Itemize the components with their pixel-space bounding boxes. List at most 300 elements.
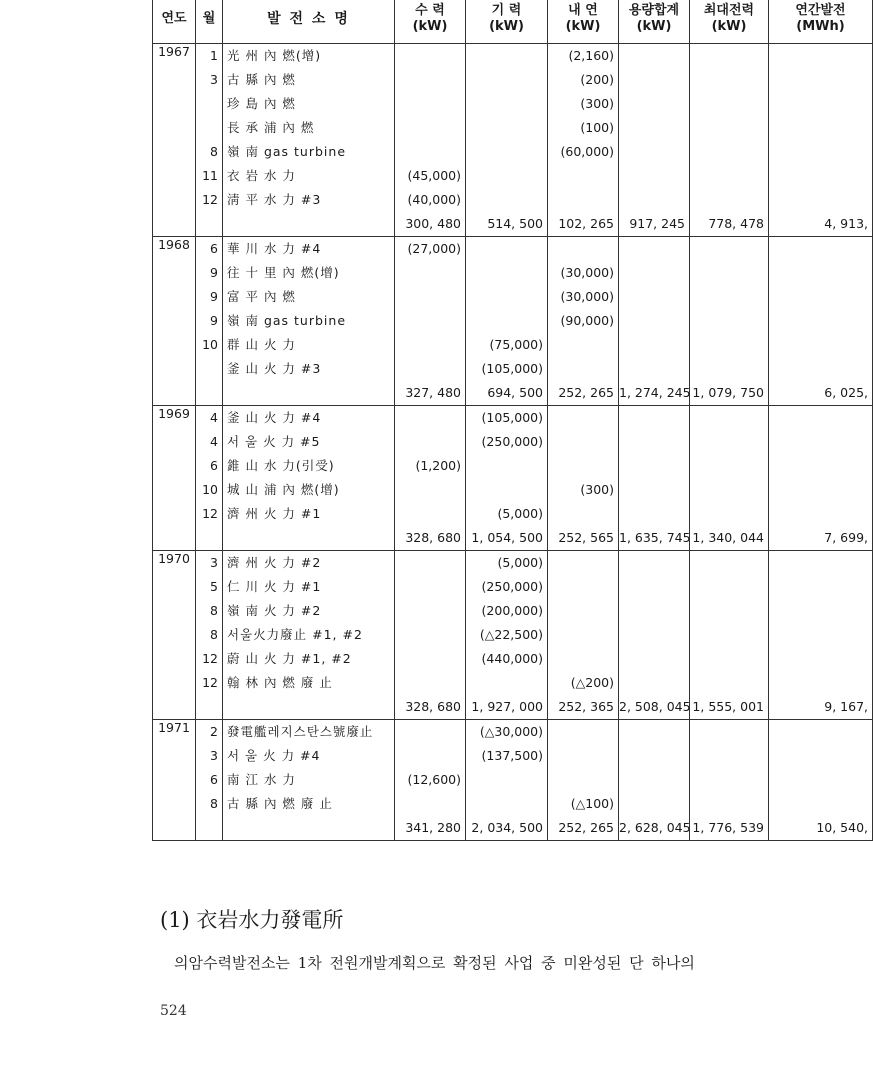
- peak-spacer: [690, 333, 768, 357]
- month-value: 3: [210, 72, 218, 87]
- annual-spacer: [769, 623, 872, 647]
- header-thermal: [466, 0, 548, 44]
- plant-name: 서 울 火 力 #5: [227, 434, 321, 449]
- year-cell: 1971: [153, 720, 196, 841]
- peak-spacer: [690, 44, 768, 68]
- thermal-value: [466, 309, 547, 333]
- peak-spacer: [690, 357, 768, 381]
- capacity-spacer: [619, 261, 689, 285]
- capacity-spacer: [619, 116, 689, 140]
- table-group-row: [153, 720, 873, 841]
- peak-spacer: [690, 116, 768, 140]
- capacity-spacer: [619, 768, 689, 792]
- internal-total: 252, 265: [558, 820, 614, 835]
- capacity-spacer: [619, 575, 689, 599]
- internal-value: [548, 357, 618, 381]
- capacity-spacer: [619, 623, 689, 647]
- hydro-value: (1,200): [415, 458, 461, 473]
- annual-spacer: [769, 68, 872, 92]
- plant-name: 蔚 山 火 力 #1, #2: [227, 651, 352, 666]
- hydro-cell: [395, 44, 466, 237]
- annual-spacer: [769, 44, 872, 68]
- peak-spacer: [690, 309, 768, 333]
- annual-cell: [769, 551, 873, 720]
- capacity-spacer: [619, 309, 689, 333]
- peak-spacer: [690, 140, 768, 164]
- month-value: 12: [202, 651, 218, 666]
- plant-name: 南 江 水 力: [227, 772, 296, 787]
- header-thermal-unit: (kW): [489, 19, 524, 34]
- month-value: 11: [202, 168, 218, 183]
- capacity-spacer: [619, 551, 689, 575]
- plant-name: 濟 州 火 力 #1: [227, 506, 322, 521]
- plant-cell: [223, 406, 395, 551]
- header-annual-unit: (MWh): [796, 19, 845, 34]
- peak-cell: [690, 44, 769, 237]
- header-year: 연도: [153, 0, 196, 44]
- month-cell: [196, 237, 223, 406]
- capacity-spacer: [619, 237, 689, 261]
- peak-spacer: [690, 647, 768, 671]
- year-cell: 1969: [153, 406, 196, 551]
- plant-name: 珍 島 內 燃: [227, 96, 296, 111]
- thermal-cell: [466, 720, 548, 841]
- capacity-spacer: [619, 188, 689, 212]
- peak-spacer: [690, 671, 768, 695]
- plant-cell: [223, 720, 395, 841]
- thermal-value: [466, 92, 547, 116]
- capacity-total: 2, 628, 045: [619, 820, 691, 835]
- hydro-value: [395, 68, 465, 92]
- capacity-spacer: [619, 164, 689, 188]
- header-internal: [548, 0, 619, 44]
- hydro-value: [395, 333, 465, 357]
- internal-value: [548, 406, 618, 430]
- header-peak: [690, 0, 769, 44]
- hydro-total: 300, 480: [405, 216, 461, 231]
- internal-value: (300): [580, 482, 614, 497]
- hydro-value: [395, 720, 465, 744]
- hydro-cell: [395, 406, 466, 551]
- hydro-value: (12,600): [407, 772, 461, 787]
- annual-spacer: [769, 188, 872, 212]
- month-spacer: [196, 212, 222, 236]
- plant-name: 嶺 南 gas turbine: [227, 313, 347, 328]
- annual-spacer: [769, 671, 872, 695]
- annual-spacer: [769, 720, 872, 744]
- page-number: 524: [160, 1003, 187, 1019]
- thermal-value: [466, 792, 547, 816]
- annual-cell: [769, 406, 873, 551]
- internal-value: (30,000): [560, 289, 614, 304]
- thermal-value: [466, 44, 547, 68]
- peak-spacer: [690, 502, 768, 526]
- month-value: 8: [210, 627, 218, 642]
- month-value: 4: [210, 410, 218, 425]
- header-hydro-label: 수 력: [415, 3, 445, 18]
- plant-name: 淸 平 水 力 #3: [227, 192, 322, 207]
- hydro-total: 328, 680: [405, 699, 461, 714]
- capacity-spacer: [619, 140, 689, 164]
- month-spacer: [196, 816, 222, 840]
- plant-name: 往 十 里 內 燃(增): [227, 265, 340, 280]
- plant-name: 서울火力廢止 #1, #2: [227, 627, 363, 642]
- capacity-spacer: [619, 792, 689, 816]
- header-plant: 발 전 소 명: [223, 0, 395, 44]
- month-cell: [196, 406, 223, 551]
- peak-spacer: [690, 744, 768, 768]
- capacity-cell: [619, 237, 690, 406]
- peak-spacer: [690, 551, 768, 575]
- peak-cell: [690, 406, 769, 551]
- plant-name: 釜 山 火 力 #3: [227, 361, 322, 376]
- internal-value: [548, 502, 618, 526]
- internal-value: [548, 599, 618, 623]
- plant-name: 富 平 內 燃: [227, 289, 296, 304]
- internal-cell: [548, 237, 619, 406]
- month-value: 12: [202, 675, 218, 690]
- plant-spacer: [223, 381, 394, 405]
- peak-spacer: [690, 285, 768, 309]
- thermal-value: (5,000): [497, 506, 543, 521]
- peak-spacer: [690, 92, 768, 116]
- capacity-spacer: [619, 478, 689, 502]
- internal-value: [548, 623, 618, 647]
- thermal-value: [466, 140, 547, 164]
- annual-spacer: [769, 599, 872, 623]
- annual-cell: [769, 44, 873, 237]
- month-spacer: [196, 381, 222, 405]
- annual-spacer: [769, 309, 872, 333]
- peak-total: 1, 079, 750: [692, 385, 764, 400]
- annual-spacer: [769, 285, 872, 309]
- thermal-value: [466, 261, 547, 285]
- capacity-spacer: [619, 68, 689, 92]
- hydro-total: 341, 280: [405, 820, 461, 835]
- plant-name: 翰 林 內 燃 廢 止: [227, 675, 333, 690]
- month-value: 1: [210, 48, 218, 63]
- annual-spacer: [769, 430, 872, 454]
- peak-spacer: [690, 478, 768, 502]
- annual-spacer: [769, 261, 872, 285]
- internal-value: (200): [580, 72, 614, 87]
- month-cell: [196, 720, 223, 841]
- internal-value: [548, 454, 618, 478]
- month-value: [196, 357, 222, 381]
- plant-spacer: [223, 695, 394, 719]
- capacity-spacer: [619, 406, 689, 430]
- internal-total: 102, 265: [558, 216, 614, 231]
- table-group-row: [153, 406, 873, 551]
- thermal-value: (△30,000): [479, 724, 543, 739]
- thermal-cell: [466, 406, 548, 551]
- month-value: 10: [202, 337, 218, 352]
- peak-spacer: [690, 188, 768, 212]
- thermal-value: [466, 237, 547, 261]
- thermal-total: 1, 054, 500: [471, 530, 543, 545]
- plant-name: 城 山 浦 內 燃(增): [227, 482, 340, 497]
- month-value: 9: [210, 313, 218, 328]
- hydro-value: [395, 261, 465, 285]
- month-value: 10: [202, 482, 218, 497]
- annual-spacer: [769, 551, 872, 575]
- internal-cell: [548, 44, 619, 237]
- plant-spacer: [223, 816, 394, 840]
- capacity-spacer: [619, 720, 689, 744]
- capacity-spacer: [619, 502, 689, 526]
- month-value: [196, 92, 222, 116]
- plant-cell: [223, 551, 395, 720]
- table-group-row: [153, 237, 873, 406]
- year-cell: 1967: [153, 44, 196, 237]
- internal-value: (2,160): [568, 48, 614, 63]
- annual-total: 7, 699,: [824, 530, 868, 545]
- month-value: 8: [210, 144, 218, 159]
- hydro-value: (40,000): [407, 192, 461, 207]
- header-capacity-unit: (kW): [636, 19, 672, 34]
- thermal-total: 694, 500: [487, 385, 543, 400]
- thermal-cell: [466, 44, 548, 237]
- thermal-value: (75,000): [489, 337, 543, 352]
- hydro-value: [395, 671, 465, 695]
- month-value: 5: [210, 579, 218, 594]
- capacity-total: 917, 245: [629, 216, 685, 231]
- thermal-value: (250,000): [481, 434, 543, 449]
- thermal-value: (137,500): [481, 748, 543, 763]
- month-value: 6: [210, 458, 218, 473]
- month-value: 9: [210, 289, 218, 304]
- capacity-spacer: [619, 333, 689, 357]
- plant-name: 古 縣 內 燃 廢 止: [227, 796, 333, 811]
- year-cell: 1970: [153, 551, 196, 720]
- hydro-value: (45,000): [407, 168, 461, 183]
- table-body: [153, 44, 873, 841]
- annual-spacer: [769, 768, 872, 792]
- internal-total: 252, 365: [558, 699, 614, 714]
- thermal-cell: [466, 551, 548, 720]
- plant-name: 群 山 火 力: [227, 337, 296, 352]
- month-cell: [196, 44, 223, 237]
- peak-spacer: [690, 575, 768, 599]
- internal-value: [548, 164, 618, 188]
- plant-spacer: [223, 212, 394, 236]
- plant-name: 衣 岩 水 力: [227, 168, 296, 183]
- month-value: 2: [210, 724, 218, 739]
- thermal-total: 514, 500: [487, 216, 543, 231]
- internal-value: [548, 333, 618, 357]
- peak-total: 1, 776, 539: [692, 820, 764, 835]
- hydro-cell: [395, 237, 466, 406]
- month-value: 9: [210, 265, 218, 280]
- plant-name: 嶺 南 gas turbine: [227, 144, 347, 159]
- internal-value: [548, 551, 618, 575]
- month-value: 12: [202, 192, 218, 207]
- peak-spacer: [690, 454, 768, 478]
- capacity-total: 2, 508, 045: [619, 699, 691, 714]
- plant-name: 濟 州 火 力 #2: [227, 555, 322, 570]
- peak-spacer: [690, 768, 768, 792]
- plant-name: 釜 山 火 力 #4: [227, 410, 322, 425]
- plant-name: 嶺 南 火 力 #2: [227, 603, 322, 618]
- internal-value: [548, 430, 618, 454]
- hydro-value: [395, 623, 465, 647]
- year-cell: 1968: [153, 237, 196, 406]
- annual-spacer: [769, 92, 872, 116]
- peak-spacer: [690, 623, 768, 647]
- thermal-value: (440,000): [481, 651, 543, 666]
- hydro-value: (27,000): [407, 241, 461, 256]
- annual-spacer: [769, 575, 872, 599]
- annual-spacer: [769, 140, 872, 164]
- internal-value: (△200): [570, 675, 614, 690]
- annual-cell: [769, 720, 873, 841]
- header-internal-unit: (kW): [565, 19, 601, 34]
- annual-spacer: [769, 647, 872, 671]
- capacity-spacer: [619, 454, 689, 478]
- hydro-value: [395, 285, 465, 309]
- header-capacity-label: 용량합계: [628, 3, 680, 18]
- month-value: 6: [210, 772, 218, 787]
- thermal-value: [466, 285, 547, 309]
- annual-spacer: [769, 333, 872, 357]
- peak-cell: [690, 720, 769, 841]
- plant-name: 仁 川 火 力 #1: [227, 579, 322, 594]
- plant-cell: [223, 237, 395, 406]
- peak-spacer: [690, 792, 768, 816]
- capacity-spacer: [619, 92, 689, 116]
- header-annual-label: 연간발전: [795, 3, 846, 18]
- hydro-cell: [395, 720, 466, 841]
- internal-value: [548, 768, 618, 792]
- thermal-value: (5,000): [497, 555, 543, 570]
- hydro-total: 327, 480: [405, 385, 461, 400]
- thermal-value: [466, 454, 547, 478]
- peak-spacer: [690, 599, 768, 623]
- annual-total: 10, 540,: [816, 820, 868, 835]
- month-value: 4: [210, 434, 218, 449]
- plant-name: 長 承 浦 內 燃: [227, 120, 315, 135]
- hydro-value: [395, 647, 465, 671]
- capacity-spacer: [619, 357, 689, 381]
- annual-spacer: [769, 744, 872, 768]
- hydro-value: [395, 502, 465, 526]
- internal-value: (90,000): [560, 313, 614, 328]
- hydro-total: 328, 680: [405, 530, 461, 545]
- internal-value: [548, 237, 618, 261]
- annual-spacer: [769, 237, 872, 261]
- thermal-value: (200,000): [481, 603, 543, 618]
- hydro-value: [395, 406, 465, 430]
- plant-name: 光 州 內 燃(增): [227, 48, 322, 63]
- capacity-spacer: [619, 744, 689, 768]
- thermal-value: [466, 478, 547, 502]
- hydro-cell: [395, 551, 466, 720]
- plant-name: 古 縣 內 燃: [227, 72, 296, 87]
- month-value: 6: [210, 241, 218, 256]
- thermal-value: [466, 768, 547, 792]
- thermal-value: [466, 671, 547, 695]
- thermal-cell: [466, 237, 548, 406]
- peak-total: 778, 478: [708, 216, 764, 231]
- annual-total: 4, 913,: [824, 216, 868, 231]
- plant-cell: [223, 44, 395, 237]
- month-value: 12: [202, 506, 218, 521]
- annual-spacer: [769, 164, 872, 188]
- hydro-value: [395, 44, 465, 68]
- thermal-value: [466, 116, 547, 140]
- thermal-value: [466, 188, 547, 212]
- peak-spacer: [690, 68, 768, 92]
- month-value: 8: [210, 603, 218, 618]
- thermal-value: (△22,500): [479, 627, 543, 642]
- hydro-value: [395, 478, 465, 502]
- thermal-value: [466, 164, 547, 188]
- internal-value: (60,000): [560, 144, 614, 159]
- capacity-cell: [619, 406, 690, 551]
- annual-spacer: [769, 357, 872, 381]
- hydro-value: [395, 575, 465, 599]
- peak-cell: [690, 551, 769, 720]
- month-value: 3: [210, 748, 218, 763]
- capacity-spacer: [619, 647, 689, 671]
- plant-name: 錐 山 水 力(引受): [227, 458, 335, 473]
- capacity-total: 1, 274, 245: [619, 385, 691, 400]
- hydro-value: [395, 744, 465, 768]
- month-spacer: [196, 695, 222, 719]
- annual-spacer: [769, 792, 872, 816]
- peak-spacer: [690, 237, 768, 261]
- header-peak-unit: (kW): [711, 19, 747, 34]
- hydro-value: [395, 357, 465, 381]
- annual-total: 9, 167,: [824, 699, 868, 714]
- header-annual: [769, 0, 873, 44]
- plant-name: 發電艦레지스탄스號廢止: [227, 724, 374, 739]
- capacity-spacer: [619, 285, 689, 309]
- internal-value: [548, 720, 618, 744]
- power-plant-table: [152, 0, 873, 841]
- thermal-value: (105,000): [481, 410, 543, 425]
- hydro-value: [395, 309, 465, 333]
- internal-cell: [548, 406, 619, 551]
- capacity-cell: [619, 44, 690, 237]
- peak-cell: [690, 237, 769, 406]
- header-hydro-unit: (kW): [412, 19, 448, 34]
- hydro-value: [395, 792, 465, 816]
- internal-cell: [548, 551, 619, 720]
- hydro-value: [395, 140, 465, 164]
- capacity-cell: [619, 551, 690, 720]
- plant-spacer: [223, 526, 394, 550]
- internal-value: [548, 188, 618, 212]
- peak-total: 1, 555, 001: [692, 699, 764, 714]
- plant-name: 華 川 水 力 #4: [227, 241, 322, 256]
- capacity-total: 1, 635, 745: [619, 530, 691, 545]
- capacity-spacer: [619, 44, 689, 68]
- peak-spacer: [690, 720, 768, 744]
- internal-value: [548, 647, 618, 671]
- capacity-spacer: [619, 599, 689, 623]
- peak-spacer: [690, 430, 768, 454]
- annual-spacer: [769, 116, 872, 140]
- internal-value: (30,000): [560, 265, 614, 280]
- peak-spacer: [690, 261, 768, 285]
- month-value: 8: [210, 796, 218, 811]
- plant-name: 서 울 火 力 #4: [227, 748, 321, 763]
- annual-total: 6, 025,: [824, 385, 868, 400]
- thermal-total: 2, 034, 500: [471, 820, 543, 835]
- header-peak-label: 최대전력: [703, 3, 755, 18]
- annual-spacer: [769, 406, 872, 430]
